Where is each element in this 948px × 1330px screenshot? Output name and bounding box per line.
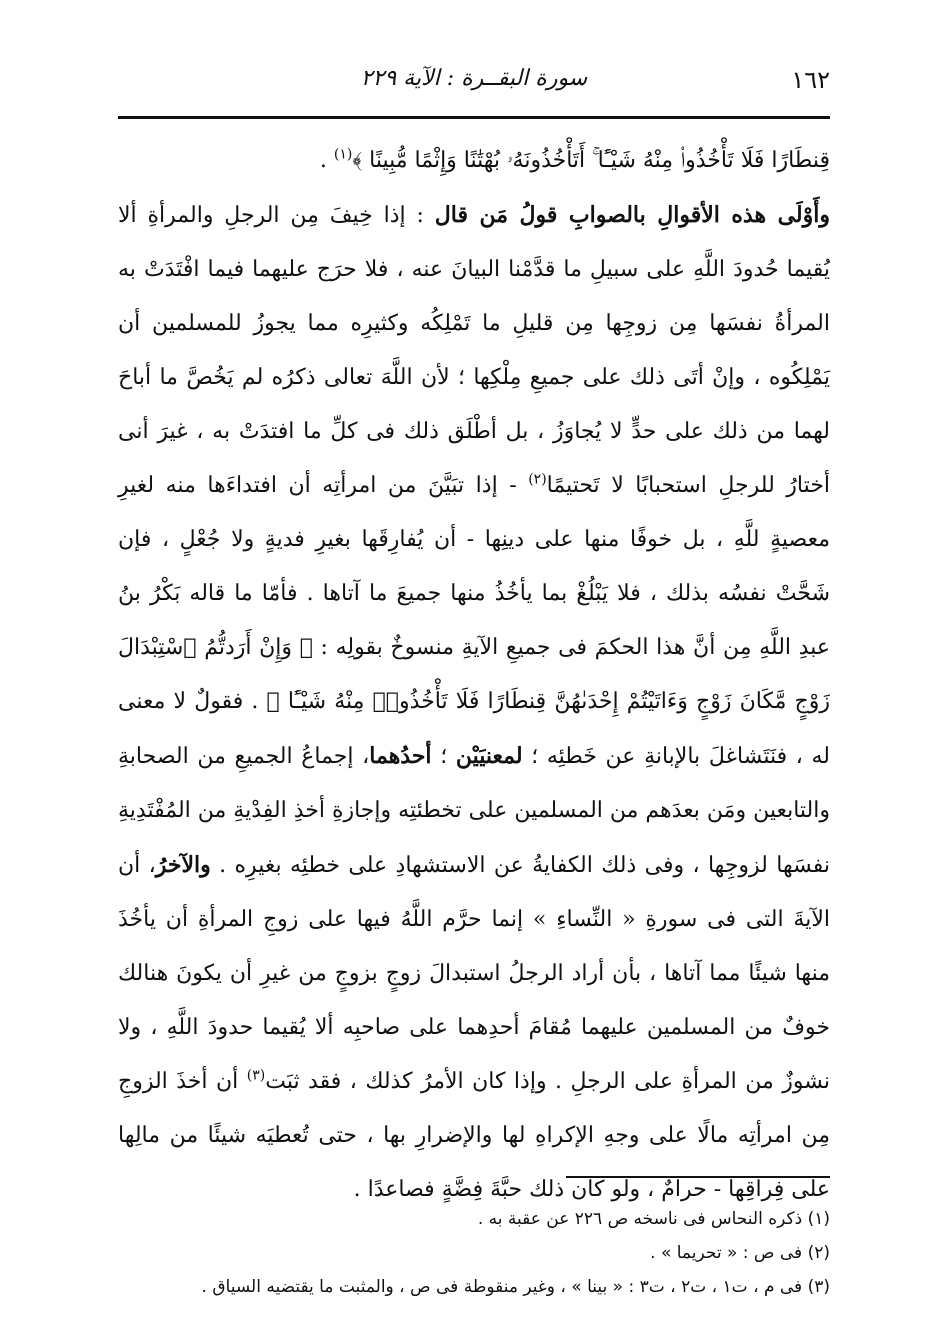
footnote-ref-3: (٣) bbox=[246, 1067, 266, 1084]
running-title: سورة البقــرة : الآية ٢٢٩ bbox=[360, 66, 588, 91]
text-run: ، أن الآيةَ التى فى سورةِ « النِّساءِ » إنما حرَّم اللَّهُ فيها على زوجِ المرأةِ أن يأخُذَ منها شيئًا مما آتاها ، بأن أراد الرجلُ استبدالَ زوجٍ بزوجٍ من غيرِ أن يكونَ هنالك خوفٌ من المسلمين عليهما مُقامَ أحدِهما على صاحبِه ألا يُقيما حدودَ اللَّهِ ، ولا نشوزٌ من المرأةِ على الرجلِ . وإذا كان الأمرُ كذلك ، فقد ثبَت bbox=[118, 853, 830, 1094]
verse-end: . bbox=[319, 148, 334, 173]
page-header bbox=[118, 60, 830, 110]
footnote: (٢) فى ص : « تحريما » . bbox=[650, 1243, 830, 1263]
page-number: ١٦٢ bbox=[791, 66, 830, 94]
footnote: (٣) فى م ، ت١ ، ت٢ ، ت٣ : « بينا » ، وغير منقوطة فى ص ، والمثبت ما يقتضيه السياق . bbox=[201, 1277, 830, 1297]
verse-line bbox=[118, 134, 830, 188]
footnote-ref-1: (١) bbox=[333, 146, 353, 163]
text-run: - إذا تبَيَّنَ من امرأتِه أن افتداءَها منه لغيرِ معصيةٍ للَّهِ ، بل خوفًا منها على دينِها - أن يُفارِقَها بغيرِ فديةٍ ولا جُعْلٍ ، فإن شَحَّتْ نفسُه بذلك ، فلا يَبْلُغْ بما يأخُذُ منها جميعَ ما آتاها . فأمّا ما قاله بَكْرُ بنُ عبدِ اللَّهِ مِن أنَّ هذا الحكمَ فى جميعِ الآيةِ منسوخٌ بقولِه : ﴿ وَإِنْ أَرَدتُّمُ ٱسْتِبْدَالَ زَوْجٍ مَّكَانَ زَوْجٍ وَءَاتَيْتُمْ إِحْدَىٰهُنَّ قِنطَارًا فَلَا تَأْخُذُوا۟ مِنْهُ شَيْـًٔا ﴾ . فقولٌ لا معنى له ، فنَتَشاغلَ بالإبانةِ عن خَطئِه ؛ bbox=[118, 473, 830, 769]
footnote-rule bbox=[566, 1176, 830, 1178]
footnote-ref-2: (٢) bbox=[528, 471, 547, 488]
text-run: : إذا خِيفَ مِن الرجلِ والمرأةِ ألا يُقيما حُدودَ اللَّهِ على سبيلِ ما قدَّمْنا البيانَ عنه ، فلا حرَج عليهما فيما افْتَدَتْ به المرأةُ نفسَها مِن زوجِها مِن قليلِ ما تَمْلِكُه وكثيرِه مما يجوزُ للمسلمين أن يَمْلِكُوه ، وإنْ أتَى ذلك على جميعِ مِلْكِها ؛ لأن اللَّهَ تعالى ذكرُه لم يَخُصَّ ما أباحَ لهما من ذلك على حدٍّ لا يُجاوَزُ ، بل أطْلَق ذلك فى كلِّ ما افتدَتْ به ، غيرَ أنى أختارُ للرجلِ استحبابًا لا تَحتيمًا bbox=[118, 203, 830, 498]
text-run: أن أخذَ الزوجِ مِن امرأتِه مالًا على وجهِ الإكراهِ لها والإضرارِ بها ، حتى تُعطيَه شيئًا من مالِها على فِراقِها - حرامٌ ، ولو كان ذلك حبَّةَ فِضَّةٍ فصاعدًا . bbox=[118, 1069, 830, 1202]
header-rule bbox=[118, 116, 830, 119]
paragraph-lead: وأَوْلَى هذه الأقوالِ بالصوابِ قولُ مَن قال bbox=[434, 202, 830, 228]
verse-text: قِنطَارًا فَلَا تَأْخُذُوا۟ مِنْهُ شَيْـًٔا ۚ أَتَأْخُذُونَهُۥ بُهْتَٰنًا وَإِثْمًا مُّبِينًا ﴾ bbox=[352, 148, 830, 173]
footnote: (١) ذكره النحاس فى ناسخه ص ٢٢٦ عن عقبة به . bbox=[477, 1209, 830, 1229]
bold-term: والآخرُ bbox=[155, 852, 211, 878]
paragraph bbox=[118, 188, 830, 1217]
text-run: ، إجماعُ الجميعِ من الصحابةِ والتابعين ومَن بعدَهم من المسلمين على تخطئتِه وإجازةِ أخذِ الفِدْيةِ من المُفْتَدِيةِ نفسَها لزوجِها ، وفى ذلك الكفايةُ عن الاستشهادِ على خطئِه بغيرِه . bbox=[118, 744, 830, 878]
bold-term: أحدُهما bbox=[369, 743, 432, 769]
footnotes bbox=[118, 1202, 830, 1304]
bold-term: لمعنيَيْن bbox=[455, 743, 523, 769]
main-text bbox=[118, 134, 830, 1217]
text-run: ؛ bbox=[431, 744, 456, 769]
